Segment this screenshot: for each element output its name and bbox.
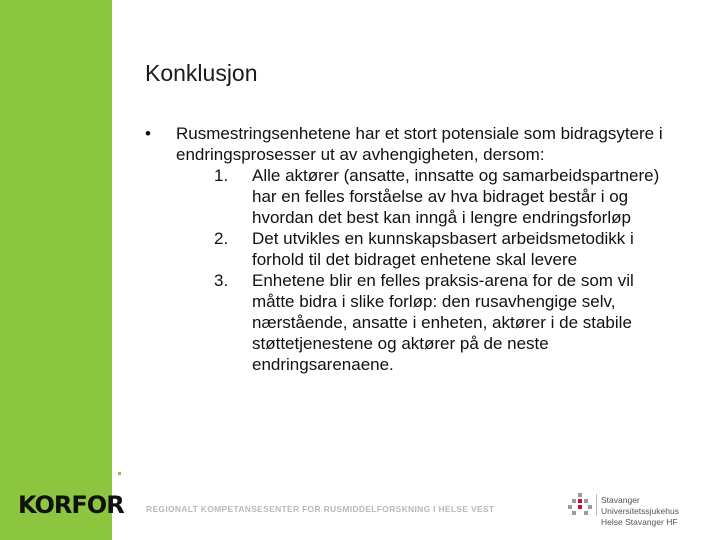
bullet-icon: • bbox=[145, 124, 151, 143]
bullet-item bbox=[145, 123, 675, 375]
dot-icon bbox=[46, 472, 49, 475]
left-accent-bar bbox=[0, 0, 112, 540]
hospital-logo-icon bbox=[568, 493, 594, 517]
list-item bbox=[214, 165, 675, 228]
hospital-name-line2: Helse Stavanger HF bbox=[601, 517, 678, 527]
list-item bbox=[214, 228, 675, 270]
list-item bbox=[214, 270, 675, 375]
dot-icon bbox=[118, 472, 121, 475]
slide-title: Konklusjon bbox=[145, 60, 258, 86]
list-item-number: 3 . bbox=[214, 270, 228, 291]
footer-separator bbox=[596, 494, 597, 516]
hospital-name bbox=[601, 495, 720, 528]
hospital-name-line1: Stavanger Universitetssjukehus bbox=[601, 495, 679, 516]
list-item-text: Det utvikles en kunnskapsbasert arbeidsmetodikk i forhold til det bidraget enhetene skal levere bbox=[252, 229, 634, 269]
dot-icon bbox=[96, 472, 99, 475]
footer-center-text: REGIONALT KOMPETANSESENTER FOR RUSMIDDELFORSKNING I HELSE VEST bbox=[146, 504, 495, 514]
korfor-logo: KORFOR bbox=[18, 491, 124, 519]
list-item-text: Enhetene blir en felles praksis-arena for de som vil måtte bidra i slike forløp: den rusavhengige selv, nærstående, ansatte i enheten, aktører i de stabile støttetjenestene og aktører på de neste endringsarenaene. bbox=[252, 271, 634, 374]
list-item-number: 2 . bbox=[214, 228, 228, 249]
dot-icon bbox=[68, 472, 71, 475]
slide-content bbox=[145, 123, 675, 375]
numbered-list bbox=[176, 165, 675, 375]
decorative-dots bbox=[46, 468, 126, 478]
list-item-number: 1 . bbox=[214, 165, 228, 186]
bullet-intro-text: Rusmestringsenhetene har et stort potensiale som bidragsytere i endringsprosesser ut av avhengigheten, dersom: bbox=[176, 124, 663, 164]
list-item-text: Alle aktører (ansatte, innsatte og samarbeidspartnere) har en felles forståelse av hva bidraget består i og hvordan det best kan inngå i lengre endringsforløp bbox=[252, 166, 660, 227]
